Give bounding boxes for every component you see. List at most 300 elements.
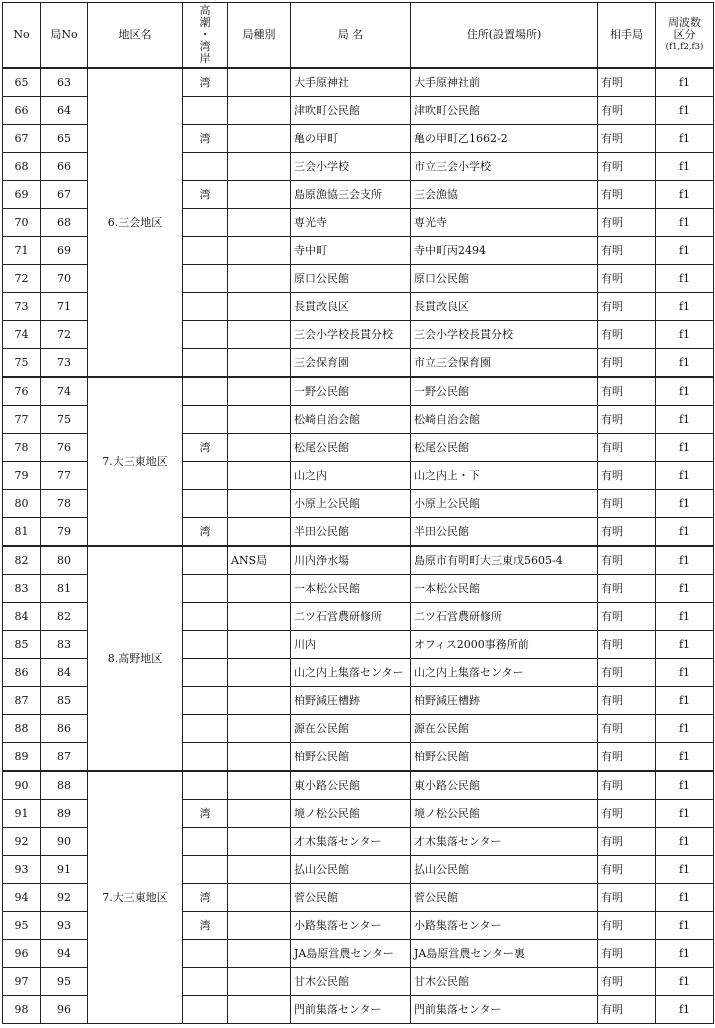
cell-address: オフィス2000事務所前 (411, 631, 598, 659)
cell-address: 二ツ石営農研修所 (411, 603, 598, 631)
header-frequency-line: 周波数 (668, 16, 701, 29)
cell-tide (183, 771, 228, 800)
header-frequency-line: 区分 (673, 28, 696, 41)
cell-tide (183, 940, 228, 968)
cell-partner: 有明 (598, 125, 656, 153)
cell-station-type (228, 968, 291, 996)
cell-partner: 有明 (598, 237, 656, 265)
cell-no: 91 (3, 800, 41, 828)
table-row (3, 377, 714, 406)
cell-kyoku-no: 73 (41, 349, 88, 378)
cell-station-type (228, 771, 291, 800)
cell-frequency: f1 (656, 687, 714, 715)
cell-kyoku-no: 83 (41, 631, 88, 659)
cell-frequency: f1 (656, 125, 714, 153)
cell-address: 半田公民館 (411, 518, 598, 547)
cell-kyoku-no: 76 (41, 434, 88, 462)
cell-partner: 有明 (598, 912, 656, 940)
cell-partner: 有明 (598, 968, 656, 996)
cell-partner: 有明 (598, 321, 656, 349)
cell-partner: 有明 (598, 377, 656, 406)
cell-frequency: f1 (656, 518, 714, 547)
cell-station-name: 川内浄水場 (291, 546, 411, 575)
cell-frequency: f1 (656, 659, 714, 687)
header-partner: 相手局 (598, 3, 656, 69)
cell-station-name: 島原漁協三会支所 (291, 181, 411, 209)
cell-station-name: 柏野減圧槽跡 (291, 687, 411, 715)
cell-address: 亀の甲町乙1662-2 (411, 125, 598, 153)
cell-address: 津吹町公民館 (411, 97, 598, 125)
cell-station-type (228, 743, 291, 772)
cell-station-type (228, 518, 291, 547)
cell-area: 8.高野地区 (88, 546, 183, 771)
cell-partner: 有明 (598, 462, 656, 490)
header-tide-line: 潮 (199, 16, 211, 29)
cell-kyoku-no: 72 (41, 321, 88, 349)
cell-partner: 有明 (598, 518, 656, 547)
cell-station-type (228, 321, 291, 349)
cell-station-type (228, 153, 291, 181)
cell-station-name: 源在公民館 (291, 715, 411, 743)
cell-partner: 有明 (598, 856, 656, 884)
cell-tide: 湾 (183, 518, 228, 547)
cell-station-name: 東小路公民館 (291, 771, 411, 800)
cell-station-type (228, 406, 291, 434)
header-station-type: 局種別 (228, 3, 291, 69)
header-frequency (656, 3, 714, 69)
cell-frequency: f1 (656, 406, 714, 434)
cell-partner: 有明 (598, 406, 656, 434)
cell-area: 6.三会地区 (88, 68, 183, 377)
cell-address: 門前集落センター (411, 996, 598, 1024)
cell-partner: 有明 (598, 97, 656, 125)
cell-no: 69 (3, 181, 41, 209)
cell-tide (183, 237, 228, 265)
cell-kyoku-no: 71 (41, 293, 88, 321)
cell-no: 79 (3, 462, 41, 490)
cell-kyoku-no: 79 (41, 518, 88, 547)
cell-station-name: 甘木公民館 (291, 968, 411, 996)
cell-tide: 湾 (183, 125, 228, 153)
cell-station-type (228, 659, 291, 687)
cell-frequency: f1 (656, 265, 714, 293)
cell-station-name: 一本松公民館 (291, 575, 411, 603)
cell-station-type (228, 687, 291, 715)
cell-frequency: f1 (656, 996, 714, 1024)
cell-no: 74 (3, 321, 41, 349)
cell-frequency: f1 (656, 968, 714, 996)
cell-tide (183, 631, 228, 659)
cell-no: 94 (3, 884, 41, 912)
cell-kyoku-no: 77 (41, 462, 88, 490)
cell-station-name: 才木集落センター (291, 828, 411, 856)
cell-kyoku-no: 80 (41, 546, 88, 575)
cell-kyoku-no: 89 (41, 800, 88, 828)
cell-no: 73 (3, 293, 41, 321)
cell-address: 小路集落センター (411, 912, 598, 940)
cell-partner: 有明 (598, 631, 656, 659)
cell-frequency: f1 (656, 68, 714, 97)
cell-station-type (228, 856, 291, 884)
header-area: 地区名 (88, 3, 183, 69)
cell-no: 76 (3, 377, 41, 406)
cell-address: 山之内上・下 (411, 462, 598, 490)
cell-no: 87 (3, 687, 41, 715)
cell-kyoku-no: 65 (41, 125, 88, 153)
cell-kyoku-no: 74 (41, 377, 88, 406)
cell-address: 三会小学校長貫分校 (411, 321, 598, 349)
cell-tide (183, 321, 228, 349)
cell-station-type: ANS局 (228, 546, 291, 575)
cell-station-type (228, 575, 291, 603)
cell-frequency: f1 (656, 97, 714, 125)
cell-frequency: f1 (656, 293, 714, 321)
cell-kyoku-no: 84 (41, 659, 88, 687)
cell-tide (183, 856, 228, 884)
header-tide-line: 湾 (199, 40, 211, 53)
cell-kyoku-no: 92 (41, 884, 88, 912)
cell-station-type (228, 68, 291, 97)
cell-tide (183, 209, 228, 237)
cell-partner: 有明 (598, 659, 656, 687)
header-tide (183, 3, 228, 69)
cell-tide (183, 968, 228, 996)
cell-tide (183, 490, 228, 518)
header-tide-line: 岸 (199, 52, 211, 65)
cell-address: 東小路公民館 (411, 771, 598, 800)
cell-kyoku-no: 64 (41, 97, 88, 125)
header-frequency-line: (f1,f2,f3) (665, 42, 704, 52)
cell-partner: 有明 (598, 800, 656, 828)
cell-no: 70 (3, 209, 41, 237)
cell-kyoku-no: 78 (41, 490, 88, 518)
cell-tide (183, 828, 228, 856)
cell-address: 境ノ松公民館 (411, 800, 598, 828)
cell-partner: 有明 (598, 603, 656, 631)
cell-station-type (228, 181, 291, 209)
cell-tide (183, 265, 228, 293)
cell-no: 65 (3, 68, 41, 97)
cell-station-type (228, 462, 291, 490)
cell-tide (183, 462, 228, 490)
cell-no: 96 (3, 940, 41, 968)
cell-frequency: f1 (656, 321, 714, 349)
cell-station-type (228, 940, 291, 968)
cell-station-type (228, 603, 291, 631)
cell-tide: 湾 (183, 434, 228, 462)
cell-frequency: f1 (656, 209, 714, 237)
cell-frequency: f1 (656, 603, 714, 631)
cell-tide (183, 743, 228, 772)
cell-no: 88 (3, 715, 41, 743)
cell-station-name: 払山公民館 (291, 856, 411, 884)
cell-frequency: f1 (656, 800, 714, 828)
cell-station-name: 松崎自治会館 (291, 406, 411, 434)
cell-address: 菅公民館 (411, 884, 598, 912)
cell-tide: 湾 (183, 800, 228, 828)
cell-kyoku-no: 87 (41, 743, 88, 772)
cell-address: JA島原営農センター裏 (411, 940, 598, 968)
cell-partner: 有明 (598, 546, 656, 575)
cell-no: 75 (3, 349, 41, 378)
cell-station-type (228, 237, 291, 265)
cell-address: 甘木公民館 (411, 968, 598, 996)
cell-station-name: 山之内 (291, 462, 411, 490)
cell-partner: 有明 (598, 265, 656, 293)
cell-tide (183, 603, 228, 631)
cell-address: 払山公民館 (411, 856, 598, 884)
table-body (3, 68, 714, 1024)
cell-address: 大手原神社前 (411, 68, 598, 97)
cell-station-type (228, 377, 291, 406)
cell-kyoku-no: 93 (41, 912, 88, 940)
cell-frequency: f1 (656, 912, 714, 940)
cell-partner: 有明 (598, 996, 656, 1024)
cell-tide (183, 546, 228, 575)
cell-frequency: f1 (656, 349, 714, 378)
cell-station-name: 松尾公民館 (291, 434, 411, 462)
cell-tide: 湾 (183, 181, 228, 209)
cell-tide (183, 996, 228, 1024)
cell-partner: 有明 (598, 715, 656, 743)
cell-tide (183, 293, 228, 321)
cell-station-type (228, 349, 291, 378)
cell-station-name: 川内 (291, 631, 411, 659)
cell-address: 市立三会保育園 (411, 349, 598, 378)
cell-no: 82 (3, 546, 41, 575)
cell-tide (183, 687, 228, 715)
cell-address: 市立三会小学校 (411, 153, 598, 181)
cell-kyoku-no: 88 (41, 771, 88, 800)
cell-area: 7.大三東地区 (88, 377, 183, 546)
cell-frequency: f1 (656, 434, 714, 462)
cell-kyoku-no: 63 (41, 68, 88, 97)
cell-no: 85 (3, 631, 41, 659)
cell-address: 寺中町丙2494 (411, 237, 598, 265)
cell-frequency: f1 (656, 546, 714, 575)
cell-station-type (228, 912, 291, 940)
cell-address: 才木集落センター (411, 828, 598, 856)
cell-station-name: 二ツ石営農研修所 (291, 603, 411, 631)
cell-tide: 湾 (183, 68, 228, 97)
cell-frequency: f1 (656, 237, 714, 265)
cell-station-type (228, 265, 291, 293)
header-tide-line: ・ (199, 28, 211, 41)
cell-station-name: 柏野公民館 (291, 743, 411, 772)
cell-station-name: 亀の甲町 (291, 125, 411, 153)
header-tide-line: 高 (199, 4, 211, 17)
cell-station-name: 三会保育園 (291, 349, 411, 378)
cell-frequency: f1 (656, 181, 714, 209)
cell-station-name: 境ノ松公民館 (291, 800, 411, 828)
cell-tide (183, 715, 228, 743)
cell-partner: 有明 (598, 293, 656, 321)
table-row (3, 771, 714, 800)
cell-station-type (228, 800, 291, 828)
cell-no: 93 (3, 856, 41, 884)
cell-address: 柏野公民館 (411, 743, 598, 772)
cell-no: 72 (3, 265, 41, 293)
cell-no: 83 (3, 575, 41, 603)
cell-station-type (228, 293, 291, 321)
cell-kyoku-no: 67 (41, 181, 88, 209)
header-station-name: 局 名 (291, 3, 411, 69)
cell-station-name: JA島原営農センター (291, 940, 411, 968)
cell-address: 山之内上集落センター (411, 659, 598, 687)
cell-tide (183, 349, 228, 378)
cell-frequency: f1 (656, 828, 714, 856)
cell-partner: 有明 (598, 940, 656, 968)
cell-no: 97 (3, 968, 41, 996)
cell-station-type (228, 715, 291, 743)
cell-tide (183, 575, 228, 603)
cell-no: 84 (3, 603, 41, 631)
cell-no: 68 (3, 153, 41, 181)
cell-frequency: f1 (656, 884, 714, 912)
cell-address: 一本松公民館 (411, 575, 598, 603)
cell-address: 原口公民館 (411, 265, 598, 293)
cell-no: 78 (3, 434, 41, 462)
cell-station-name: 小路集落センター (291, 912, 411, 940)
cell-kyoku-no: 90 (41, 828, 88, 856)
header-address: 住所(設置場所) (411, 3, 598, 69)
cell-address: 松尾公民館 (411, 434, 598, 462)
cell-station-name: 大手原神社 (291, 68, 411, 97)
cell-address: 一野公民館 (411, 377, 598, 406)
cell-frequency: f1 (656, 377, 714, 406)
cell-kyoku-no: 86 (41, 715, 88, 743)
cell-kyoku-no: 85 (41, 687, 88, 715)
cell-frequency: f1 (656, 631, 714, 659)
cell-no: 77 (3, 406, 41, 434)
cell-no: 90 (3, 771, 41, 800)
cell-partner: 有明 (598, 771, 656, 800)
cell-area: 7.大三東地区 (88, 771, 183, 1024)
cell-station-type (228, 828, 291, 856)
cell-address: 松崎自治会館 (411, 406, 598, 434)
cell-frequency: f1 (656, 153, 714, 181)
cell-partner: 有明 (598, 181, 656, 209)
cell-station-type (228, 996, 291, 1024)
cell-station-type (228, 209, 291, 237)
cell-station-name: 三会小学校長貫分校 (291, 321, 411, 349)
cell-station-name: 半田公民館 (291, 518, 411, 547)
table-row (3, 546, 714, 575)
cell-no: 95 (3, 912, 41, 940)
cell-partner: 有明 (598, 153, 656, 181)
cell-no: 92 (3, 828, 41, 856)
cell-kyoku-no: 81 (41, 575, 88, 603)
cell-tide: 湾 (183, 912, 228, 940)
cell-address: 島原市有明町大三東戊5605-4 (411, 546, 598, 575)
cell-partner: 有明 (598, 687, 656, 715)
cell-partner: 有明 (598, 575, 656, 603)
cell-kyoku-no: 75 (41, 406, 88, 434)
station-table (2, 2, 714, 1024)
cell-station-name: 三会小学校 (291, 153, 411, 181)
cell-station-type (228, 125, 291, 153)
cell-frequency: f1 (656, 856, 714, 884)
cell-tide (183, 97, 228, 125)
cell-station-type (228, 631, 291, 659)
cell-partner: 有明 (598, 884, 656, 912)
cell-kyoku-no: 82 (41, 603, 88, 631)
cell-frequency: f1 (656, 940, 714, 968)
cell-frequency: f1 (656, 743, 714, 772)
cell-station-name: 菅公民館 (291, 884, 411, 912)
cell-address: 小原上公民館 (411, 490, 598, 518)
cell-address: 専光寺 (411, 209, 598, 237)
cell-kyoku-no: 69 (41, 237, 88, 265)
header-no: No (3, 3, 41, 69)
cell-station-name: 津吹町公民館 (291, 97, 411, 125)
cell-partner: 有明 (598, 434, 656, 462)
cell-tide (183, 153, 228, 181)
cell-station-name: 門前集落センター (291, 996, 411, 1024)
cell-station-name: 専光寺 (291, 209, 411, 237)
cell-partner: 有明 (598, 209, 656, 237)
cell-tide (183, 377, 228, 406)
cell-address: 長貫改良区 (411, 293, 598, 321)
cell-no: 86 (3, 659, 41, 687)
cell-partner: 有明 (598, 490, 656, 518)
cell-no: 67 (3, 125, 41, 153)
cell-partner: 有明 (598, 743, 656, 772)
cell-station-name: 寺中町 (291, 237, 411, 265)
cell-no: 98 (3, 996, 41, 1024)
table-row (3, 68, 714, 97)
header-kyoku-no: 局No (41, 3, 88, 69)
cell-address: 源在公民館 (411, 715, 598, 743)
cell-no: 89 (3, 743, 41, 772)
cell-partner: 有明 (598, 68, 656, 97)
cell-frequency: f1 (656, 771, 714, 800)
cell-no: 71 (3, 237, 41, 265)
cell-kyoku-no: 95 (41, 968, 88, 996)
cell-station-name: 一野公民館 (291, 377, 411, 406)
cell-kyoku-no: 68 (41, 209, 88, 237)
cell-no: 80 (3, 490, 41, 518)
cell-station-type (228, 97, 291, 125)
cell-kyoku-no: 91 (41, 856, 88, 884)
cell-partner: 有明 (598, 349, 656, 378)
header-row (3, 3, 714, 69)
cell-station-type (228, 490, 291, 518)
cell-station-type (228, 884, 291, 912)
cell-station-name: 小原上公民館 (291, 490, 411, 518)
cell-station-name: 原口公民館 (291, 265, 411, 293)
cell-no: 81 (3, 518, 41, 547)
cell-address: 柏野減圧槽跡 (411, 687, 598, 715)
cell-frequency: f1 (656, 462, 714, 490)
cell-kyoku-no: 70 (41, 265, 88, 293)
cell-station-type (228, 434, 291, 462)
cell-frequency: f1 (656, 490, 714, 518)
cell-kyoku-no: 96 (41, 996, 88, 1024)
cell-station-name: 長貫改良区 (291, 293, 411, 321)
cell-station-name: 山之内上集落センター (291, 659, 411, 687)
cell-frequency: f1 (656, 715, 714, 743)
cell-address: 三会漁協 (411, 181, 598, 209)
cell-tide (183, 659, 228, 687)
cell-kyoku-no: 66 (41, 153, 88, 181)
cell-tide (183, 406, 228, 434)
cell-partner: 有明 (598, 828, 656, 856)
cell-kyoku-no: 94 (41, 940, 88, 968)
cell-no: 66 (3, 97, 41, 125)
cell-tide: 湾 (183, 884, 228, 912)
cell-frequency: f1 (656, 575, 714, 603)
